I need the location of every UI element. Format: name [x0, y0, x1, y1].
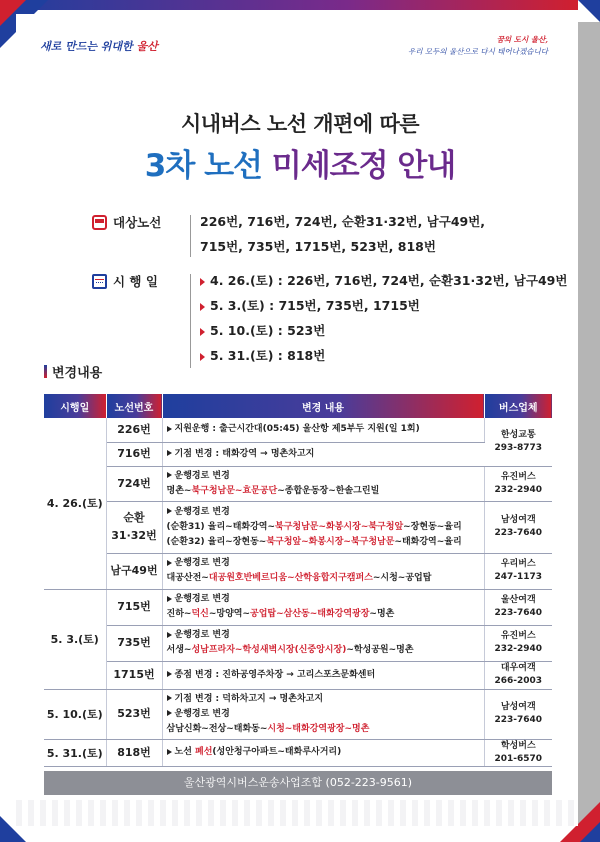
- change-cell: 지원운행 : 출근시간대(05:45) 울산항 제5부두 지원(일 1회): [162, 418, 484, 442]
- page-subtitle: 시내버스 노선 개편에 따른: [180, 112, 420, 136]
- corner-decoration: [578, 0, 600, 22]
- route-cell: 735번: [106, 625, 162, 661]
- change-cell: 운행경로 변경 대공산전~대공원호반베르디움~산학융합지구캠퍼스~시청~공업탑: [162, 553, 484, 589]
- table-row: [44, 442, 552, 466]
- route-cell: 1715번: [106, 661, 162, 689]
- company-cell: 유진버스 232-2940: [484, 625, 552, 661]
- change-cell: 종점 변경 : 진하공영주차장 → 고리스포츠문화센터: [162, 661, 484, 689]
- schedule-line: 5. 31.(토) : 818번: [200, 347, 567, 372]
- route-changes-table: [44, 394, 552, 767]
- divider: [190, 215, 191, 257]
- change-cell: 운행경로 변경 명촌~북구청남문~효문공단~종합운동장~한솔그린빌: [162, 466, 484, 501]
- logo-left-line2: 울산: [136, 40, 158, 53]
- target-routes-lines: [200, 213, 485, 263]
- section-title: [44, 362, 102, 381]
- schedule-label-text: 시 행 일: [113, 274, 158, 289]
- change-cell: 운행경로 변경 (순환31) 율리~태화강역~북구청남문~화봉시장~북구청앞~장현동~율리 (순환32) 율리~장현동~북구청앞~화봉시장~북구청남문~태화강역~율리: [162, 501, 484, 553]
- schedule-label: [92, 272, 184, 290]
- schedule-line: 4. 26.(토) : 226번, 716번, 724번, 순환31·32번, 남구49번: [200, 272, 567, 297]
- target-line: 226번, 716번, 724번, 순환31·32번, 남구49번,: [200, 214, 486, 229]
- company-cell: 우리버스 247-1173: [484, 553, 552, 589]
- change-cell: 노선 폐선(성안청구아파트~태화루사거리): [162, 739, 484, 766]
- schedule-lines: [200, 272, 567, 372]
- logo-right-line2: 우리 모두의 울산으로 다시 태어나겠습니다: [408, 47, 548, 56]
- date-cell: 4. 26.(토): [44, 418, 106, 589]
- route-cell: 818번: [106, 739, 162, 766]
- route-cell: 226번: [106, 418, 162, 442]
- table-row: [44, 739, 552, 766]
- triangle-bullet-icon: [200, 278, 205, 286]
- table-row: [44, 466, 552, 501]
- route-cell: 순환 31·32번: [106, 501, 162, 553]
- date-cell: 5. 3.(토): [44, 589, 106, 689]
- company-cell: 한성교통 293-8773: [484, 418, 552, 466]
- page-title: [0, 140, 600, 185]
- date-cell: 5. 31.(토): [44, 739, 106, 766]
- table-row: [44, 589, 552, 625]
- bus-icon: [92, 215, 107, 230]
- change-cell: 기점 변경 : 태화강역 → 명촌차고지: [162, 442, 484, 466]
- company-cell: 유진버스 232-2940: [484, 466, 552, 501]
- table-row: [44, 418, 552, 442]
- schedule-line: 5. 10.(토) : 523번: [200, 322, 567, 347]
- table-row: [44, 553, 552, 589]
- table-row: [44, 501, 552, 553]
- logo-left-line1: 새로 만드는 위대한: [40, 40, 133, 53]
- bottom-band: [16, 800, 576, 826]
- table-header-row: [44, 394, 552, 418]
- triangle-bullet-icon: [200, 303, 205, 311]
- date-cell: 5. 10.(토): [44, 689, 106, 739]
- divider: [190, 274, 191, 368]
- company-cell: 대우여객 266-2003: [484, 661, 552, 689]
- logo-right-line1: 꿈의 도시 울산,: [496, 35, 548, 44]
- city-slogan-logo: [40, 38, 158, 54]
- route-cell: 724번: [106, 466, 162, 501]
- header-route: 노선번호: [106, 394, 162, 418]
- schedule-line: 5. 3.(토) : 715번, 735번, 1715번: [200, 297, 567, 322]
- change-cell: 기점 변경 : 덕하차고지 → 명촌차고지 운행경로 변경 삼남신화~전상~태화동~시청~태화강역광장~명촌: [162, 689, 484, 739]
- section-bar: [44, 365, 47, 378]
- route-cell: 716번: [106, 442, 162, 466]
- header-company: 버스업체: [484, 394, 552, 418]
- title-part-a: 3차 노선: [144, 148, 262, 184]
- section-title-text: 변경내용: [52, 366, 103, 381]
- header-changes: 변경 내용: [162, 394, 484, 418]
- route-cell: 523번: [106, 689, 162, 739]
- triangle-bullet-icon: [200, 328, 205, 336]
- company-cell: 학성버스 201-6570: [484, 739, 552, 766]
- target-label-text: 대상노선: [113, 215, 162, 230]
- company-cell: 울산여객 223-7640: [484, 589, 552, 625]
- company-cell: 남성여객 223-7640: [484, 501, 552, 553]
- title-part-b: 미세조정 안내: [271, 148, 456, 184]
- calendar-icon: [92, 274, 107, 289]
- target-line: 715번, 735번, 1715번, 523번, 818번: [200, 239, 436, 254]
- council-slogan-logo: [408, 34, 548, 58]
- corner-decoration: [580, 822, 600, 842]
- target-routes-label: [92, 213, 184, 231]
- table-row: [44, 661, 552, 689]
- change-cell: 운행경로 변경 진하~덕신~망양역~공업탑~삼산동~태화강역광장~명촌: [162, 589, 484, 625]
- footer-contact: 울산광역시버스운송사업조합 (052-223-9561): [44, 771, 552, 795]
- change-cell: 운행경로 변경 서생~성남프라자~학성새벽시장(신중앙시장)~학성공원~명촌: [162, 625, 484, 661]
- route-cell: 남구49번: [106, 553, 162, 589]
- triangle-bullet-icon: [200, 353, 205, 361]
- route-cell: 715번: [106, 589, 162, 625]
- header-date: 시행일: [44, 394, 106, 418]
- table-row: [44, 689, 552, 739]
- table-row: [44, 625, 552, 661]
- top-strip: [0, 0, 578, 10]
- company-cell: 남성여객 223-7640: [484, 689, 552, 739]
